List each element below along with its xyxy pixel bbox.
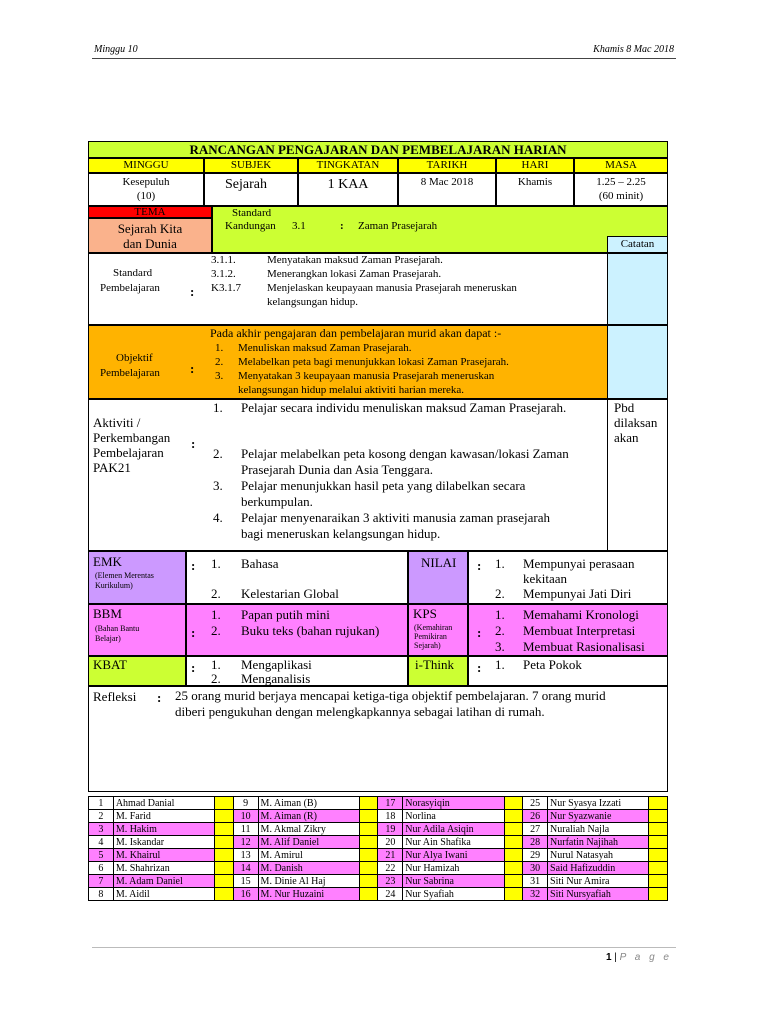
student-name: Ahmad Danial bbox=[113, 797, 214, 810]
student-name: Nur Alya Iwani bbox=[403, 849, 504, 862]
hdr-tingkatan: TINGKATAN bbox=[298, 158, 398, 173]
student-mark-cell bbox=[215, 823, 234, 836]
student-name: Nurul Natasyah bbox=[548, 849, 649, 862]
objektif-pembelajaran: Objektif Pembelajaran : Pada akhir pengajaran dan pembelajaran murid akan dapat :- 1. Menuliskan maksud Zaman Prasejarah. 2. Melabelkan peta bagi menunjukkan lokasi Zaman Prasejarah. 3. Menyatakan 3 keupayaan manusia Prasejarah meneruskan kelangsungan hidup melalui aktiviti harian mereka. bbox=[88, 325, 608, 399]
page-word: P a g e bbox=[619, 952, 672, 963]
student-number: 3 bbox=[89, 823, 114, 836]
student-number: 22 bbox=[378, 862, 403, 875]
student-name: M. Khairul bbox=[113, 849, 214, 862]
aktiviti-pembelajaran: Aktiviti / Perkembangan Pembelajaran PAK21 : 1. Pelajar secara individu menuliskan maksud Zaman Prasejarah. 2. Pelajar melabelkan peta kosong dengan kawasan/lokasi Zaman Prasejarah Dunia dan Asia Tenggara. 3. Pelajar menunjukkan hasil peta yang dilabelkan secara berkumpulan. 4. Pelajar menyenaraikan 3 aktiviti manusia zaman prasejarah bagi meneruskan kelangsungan hidup. bbox=[88, 399, 608, 551]
student-number: 28 bbox=[523, 836, 548, 849]
student-number: 6 bbox=[89, 862, 114, 875]
header-date: Khamis 8 Mac 2018 bbox=[593, 44, 674, 55]
title-bar bbox=[88, 141, 668, 158]
student-number: 24 bbox=[378, 888, 403, 901]
student-name: M. Shahrizan bbox=[113, 862, 214, 875]
student-row bbox=[89, 875, 668, 888]
kps-items: : 1. Memahami Kronologi 2. Membuat Interpretasi 3. Membuat Rasionalisasi bbox=[468, 604, 668, 656]
page-title: RANCANGAN PENGAJARAN DAN PEMBELAJARAN HARIAN bbox=[189, 142, 567, 157]
student-name: Norlina bbox=[403, 810, 504, 823]
student-mark-cell bbox=[215, 797, 234, 810]
kbat-label-cell: KBAT bbox=[88, 656, 186, 686]
val-tingkatan: 1 KAA bbox=[298, 173, 398, 206]
student-mark-cell bbox=[649, 849, 668, 862]
student-mark-cell bbox=[359, 823, 378, 836]
kps-label-cell: KPS (Kemahiran Pemikiran Sejarah) bbox=[408, 604, 468, 656]
student-name: Nur Syazwanie bbox=[548, 810, 649, 823]
standard-kandungan: Standard Kandungan 3.1 : Zaman Prasejarah bbox=[212, 206, 668, 253]
hdr-subjek: SUBJEK bbox=[204, 158, 298, 173]
student-name: Said Hafizuddin bbox=[548, 862, 649, 875]
student-number: 23 bbox=[378, 875, 403, 888]
tema-value: Sejarah Kita dan Dunia bbox=[88, 218, 212, 253]
student-number: 9 bbox=[233, 797, 258, 810]
student-name: Nurfatin Najihah bbox=[548, 836, 649, 849]
val-subjek: Sejarah bbox=[204, 173, 298, 206]
student-number: 29 bbox=[523, 849, 548, 862]
student-mark-cell bbox=[649, 810, 668, 823]
student-name: M. Alif Daniel bbox=[258, 836, 359, 849]
student-mark-cell bbox=[649, 862, 668, 875]
student-mark-cell bbox=[359, 888, 378, 901]
student-row bbox=[89, 810, 668, 823]
student-number: 15 bbox=[233, 875, 258, 888]
student-number: 4 bbox=[89, 836, 114, 849]
student-number: 19 bbox=[378, 823, 403, 836]
student-number: 14 bbox=[233, 862, 258, 875]
student-name: M. Adam Daniel bbox=[113, 875, 214, 888]
student-number: 10 bbox=[233, 810, 258, 823]
hdr-masa: MASA bbox=[574, 158, 668, 173]
tema-label: TEMA bbox=[88, 206, 212, 218]
catatan-cell-sp bbox=[607, 253, 668, 325]
student-row bbox=[89, 836, 668, 849]
header-divider bbox=[92, 58, 676, 59]
student-name: Norasyiqin bbox=[403, 797, 504, 810]
student-name: Nur Ain Shafika bbox=[403, 836, 504, 849]
hdr-hari: HARI bbox=[496, 158, 574, 173]
student-number: 26 bbox=[523, 810, 548, 823]
val-tarikh: 8 Mac 2018 bbox=[398, 173, 496, 206]
student-mark-cell bbox=[215, 888, 234, 901]
refleksi-cell: Refleksi : 25 orang murid berjaya mencapai ketiga-tiga objektif pembelajaran. 7 orang murid diberi pengukuhan dengan melengkapkannya sebagai latihan di rumah. bbox=[88, 686, 668, 792]
standard-pembelajaran: Standard Pembelajaran : 3.1.1. Menyatakan maksud Zaman Prasejarah. 3.1.2. Menerangkan lokasi Zaman Prasejarah. K3.1.7 Menjelaskan keupayaan manusia Prasejarah meneruskan kelangsungan hidup. bbox=[88, 253, 608, 325]
kbat-items: : 1. Mengaplikasi 2. Menganalisis bbox=[186, 656, 408, 686]
student-mark-cell bbox=[504, 862, 523, 875]
student-row bbox=[89, 888, 668, 901]
student-mark-cell bbox=[359, 836, 378, 849]
student-mark-cell bbox=[215, 862, 234, 875]
student-name: M. Hakim bbox=[113, 823, 214, 836]
student-name: M. Iskandar bbox=[113, 836, 214, 849]
student-name: Nur Sabrina bbox=[403, 875, 504, 888]
student-mark-cell bbox=[359, 862, 378, 875]
student-name: Nur Adila Asiqin bbox=[403, 823, 504, 836]
page-footer: 1 | P a g e bbox=[605, 952, 672, 963]
student-number: 16 bbox=[233, 888, 258, 901]
catatan-header: Catatan bbox=[607, 236, 668, 253]
student-number: 7 bbox=[89, 875, 114, 888]
student-number: 25 bbox=[523, 797, 548, 810]
emk-items: : 1. Bahasa 2. Kelestarian Global bbox=[186, 551, 408, 604]
student-mark-cell bbox=[504, 888, 523, 901]
student-mark-cell bbox=[649, 823, 668, 836]
student-number: 13 bbox=[233, 849, 258, 862]
student-mark-cell bbox=[215, 810, 234, 823]
hdr-minggu: MINGGU bbox=[88, 158, 204, 173]
student-list-table bbox=[88, 796, 668, 901]
student-row bbox=[89, 797, 668, 810]
ithink-label-cell: i-Think bbox=[408, 656, 468, 686]
student-mark-cell bbox=[215, 849, 234, 862]
student-mark-cell bbox=[504, 849, 523, 862]
student-mark-cell bbox=[504, 875, 523, 888]
emk-label-cell: EMK (Elemen Merentas Kurikulum) bbox=[88, 551, 186, 604]
student-number: 17 bbox=[378, 797, 403, 810]
student-name: M. Aidil bbox=[113, 888, 214, 901]
student-mark-cell bbox=[649, 888, 668, 901]
student-mark-cell bbox=[504, 836, 523, 849]
student-name: Siti Nursyafiah bbox=[548, 888, 649, 901]
student-number: 2 bbox=[89, 810, 114, 823]
student-name: M. Danish bbox=[258, 862, 359, 875]
catatan-cell-objektif bbox=[607, 325, 668, 399]
student-number: 11 bbox=[233, 823, 258, 836]
student-mark-cell bbox=[215, 875, 234, 888]
page-number: 1 bbox=[605, 952, 612, 963]
student-mark-cell bbox=[359, 797, 378, 810]
student-mark-cell bbox=[359, 810, 378, 823]
student-row bbox=[89, 862, 668, 875]
val-hari: Khamis bbox=[496, 173, 574, 206]
student-number: 30 bbox=[523, 862, 548, 875]
student-mark-cell bbox=[504, 797, 523, 810]
student-number: 12 bbox=[233, 836, 258, 849]
student-name: Nur Hamizah bbox=[403, 862, 504, 875]
student-number: 21 bbox=[378, 849, 403, 862]
student-mark-cell bbox=[359, 875, 378, 888]
student-row bbox=[89, 823, 668, 836]
footer-divider bbox=[92, 947, 676, 948]
nilai-label-cell: NILAI bbox=[408, 551, 468, 604]
catatan-cell-aktiviti: Pbd dilaksan akan bbox=[607, 399, 668, 551]
student-number: 20 bbox=[378, 836, 403, 849]
student-number: 8 bbox=[89, 888, 114, 901]
page-header bbox=[92, 44, 676, 58]
student-name: Nur Syafiah bbox=[403, 888, 504, 901]
student-number: 5 bbox=[89, 849, 114, 862]
student-name: Nuraliah Najla bbox=[548, 823, 649, 836]
ithink-items: : 1. Peta Pokok bbox=[468, 656, 668, 686]
student-name: Siti Nur Amira bbox=[548, 875, 649, 888]
student-number: 1 bbox=[89, 797, 114, 810]
val-minggu: Kesepuluh (10) bbox=[88, 173, 204, 206]
student-name: M. Dinie Al Haj bbox=[258, 875, 359, 888]
student-name: M. Amirul bbox=[258, 849, 359, 862]
student-name: M. Akmal Zikry bbox=[258, 823, 359, 836]
header-week: Minggu 10 bbox=[94, 44, 138, 55]
student-name: M. Aiman (R) bbox=[258, 810, 359, 823]
student-mark-cell bbox=[504, 810, 523, 823]
val-masa: 1.25 – 2.25 (60 minit) bbox=[574, 173, 668, 206]
student-mark-cell bbox=[649, 797, 668, 810]
student-number: 27 bbox=[523, 823, 548, 836]
student-name: M. Farid bbox=[113, 810, 214, 823]
student-mark-cell bbox=[649, 836, 668, 849]
student-number: 18 bbox=[378, 810, 403, 823]
bbm-label-cell: BBM (Bahan Bantu Belajar) bbox=[88, 604, 186, 656]
student-name: M. Nur Huzaini bbox=[258, 888, 359, 901]
student-row bbox=[89, 849, 668, 862]
student-mark-cell bbox=[215, 836, 234, 849]
student-name: Nur Syasya Izzati bbox=[548, 797, 649, 810]
student-mark-cell bbox=[504, 823, 523, 836]
hdr-tarikh: TARIKH bbox=[398, 158, 496, 173]
bbm-items: : 1. Papan putih mini 2. Buku teks (bahan rujukan) bbox=[186, 604, 408, 656]
student-number: 31 bbox=[523, 875, 548, 888]
student-mark-cell bbox=[359, 849, 378, 862]
nilai-items: : 1. Mempunyai perasaan kekitaan 2. Mempunyai Jati Diri bbox=[468, 551, 668, 604]
student-name: M. Aiman (B) bbox=[258, 797, 359, 810]
student-mark-cell bbox=[649, 875, 668, 888]
student-number: 32 bbox=[523, 888, 548, 901]
